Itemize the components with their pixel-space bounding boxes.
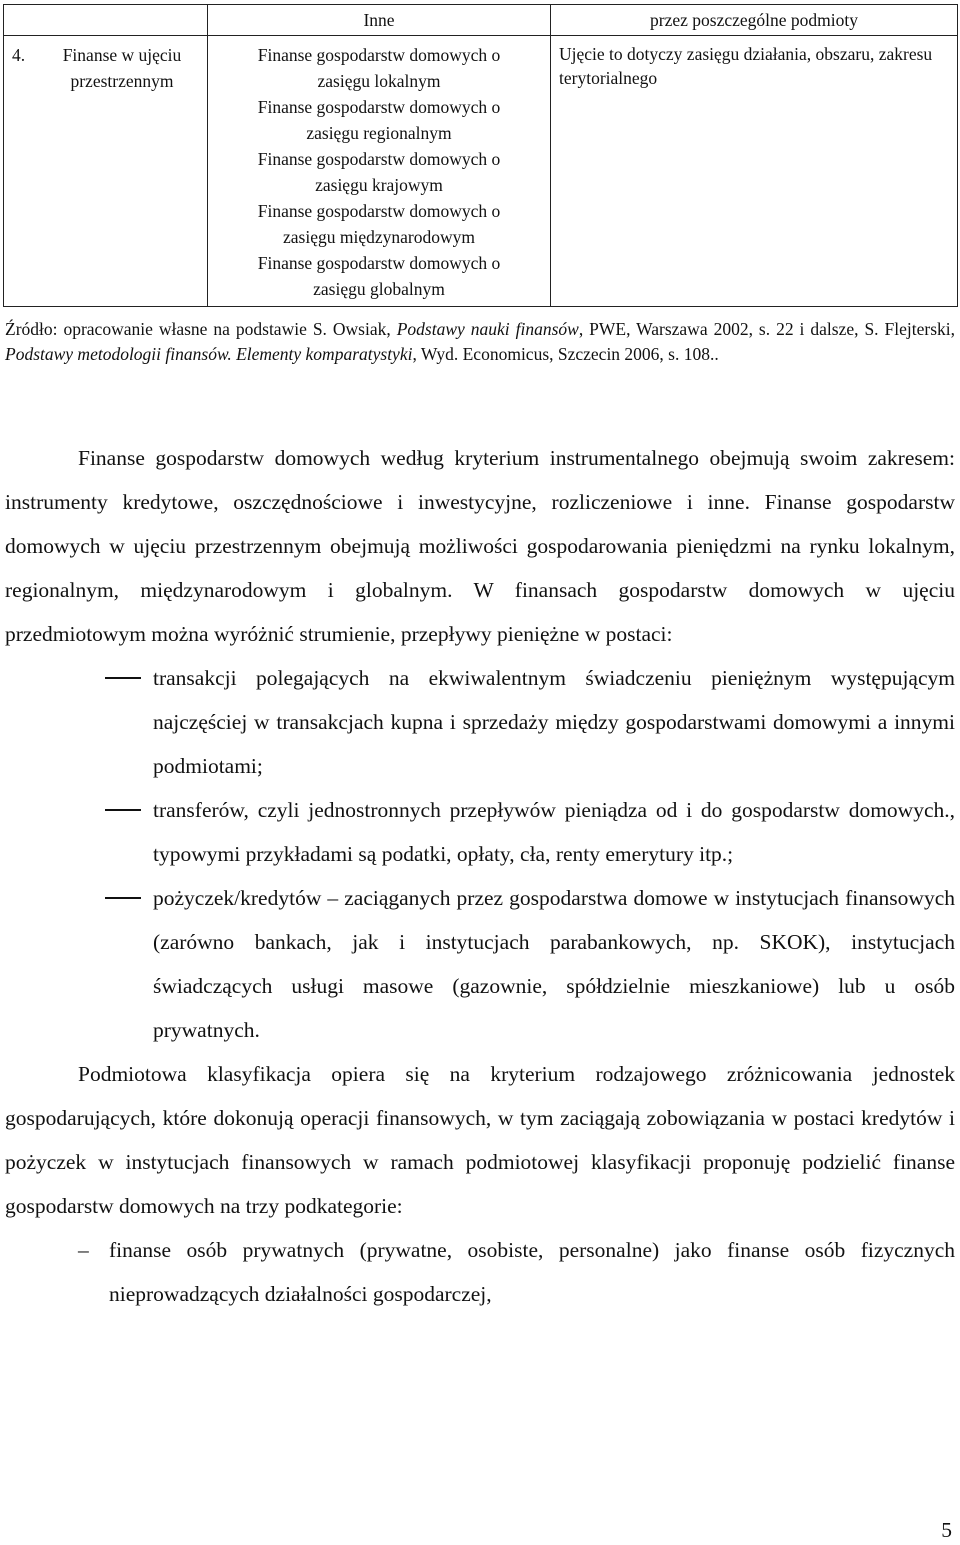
paragraph-1: Finanse gospodarstw domowych według kryterium instrumentalnego obejmują swoim zakresem: instrumenty kredytowe, oszczędnościowe i inwestycyjne, rozliczeniowe i inne. Finanse gospodarstw domowych w ujęciu przestrzennym obejmują możliwości gospodarowania pieniędzmi na rynku lokalnym, regionalnym, międzynarodowym i globalnym. W finansach gospodarstw domowych w ujęciu przedmiotowym można wyróżnić strumienie, przepływy pieniężne w postaci: [5,446,955,646]
bullet-item [5,876,955,1052]
table-row-przestrzenne [4,36,958,307]
paragraph-2: Podmiotowa klasyfikacja opiera się na kryterium rodzajowego zróżnicowania jednostek gospodarujących, które dokonują operacji finansowych, w tym zaciągają zobowiązania w postaci kredytów i pożyczek w instytucjach finansowych w ramach podmiotowej klasyfikacji proponuję podzielić finanse gospodarstw domowych na trzy podkategorie: [5,1062,955,1218]
bullet-text: transakcji polegających na ekwiwalentnym świadczeniu pieniężnym występującym najczęściej w transakcjach kupna i sprzedaży między gospodarstwami domowymi a innymi podmiotami; [153,666,955,778]
items-cell [208,36,551,307]
classification-table [3,4,958,307]
item-lokalny: Finanse gospodarstw domowych o zasięgu lokalnym [257,45,501,91]
category-cell [4,36,208,307]
sub-bullet-dash: – [78,1238,89,1262]
source-mid-1: , PWE, Warszawa 2002, s. 22 i dalsze, S. Flejterski, [578,319,956,339]
sub-bullet-item [5,1228,955,1316]
dash-icon [105,897,141,899]
item-miedzynarodowy: Finanse gospodarstw domowych o zasięgu międzynarodowym [257,201,501,247]
table-header-row [4,5,958,36]
body-text [5,436,955,1316]
bullet-item [5,788,955,876]
bullet-item [5,656,955,788]
source-title-2: Podstawy metodologii finansów. Elementy komparatystyki [5,344,413,364]
source-note [5,317,955,367]
category-line2: przestrzennym [70,71,174,91]
bullet-text: pożyczek/kredytów – zaciąganych przez gospodarstwa domowe w instytucjach finansowych (zarówno bankach, jak i instytucjach parabankowych, np. SKOK), instytucjach świadczących usługi masowe (gazownie, spółdzielnie mieszkaniowe) lub u osób prywatnych. [153,886,955,1042]
row-number: 4. [12,45,26,65]
page-number: 5 [941,1518,952,1542]
dash-icon [105,677,141,679]
item-globalny: Finanse gospodarstw domowych o zasięgu globalnym [257,253,501,299]
item-regionalny: Finanse gospodarstw domowych o zasięgu regionalnym [257,97,501,143]
item-krajowy: Finanse gospodarstw domowych o zasięgu krajowym [257,149,501,195]
category-label [47,42,197,94]
source-prefix: Źródło: opracowanie własne na podstawie S. Owsiak, [5,319,397,339]
sub-bullet-text: finanse osób prywatnych (prywatne, osobiste, personalne) jako finanse osób fizycznych nieprowadzących działalności gospodarczej, [109,1238,955,1306]
description-text: Ujęcie to dotyczy zasięgu działania, obszaru, zakresu terytorialnego [559,44,933,88]
header-cell-podmioty: przez poszczególne podmioty [551,5,958,36]
dash-icon [105,809,141,811]
description-cell [551,36,958,307]
header-empty-cell [4,5,208,36]
source-mid-2: , Wyd. Economicus, Szczecin 2006, s. 108.. [412,344,719,364]
bullet-text: transferów, czyli jednostronnych przepływów pieniądza od i do gospodarstw domowych., typowymi przykładami są podatki, opłaty, cła, renty emerytury itp.; [153,798,955,866]
source-title-1: Podstawy nauki finansów [396,319,579,339]
category-line1: Finanse w ujęciu [62,45,182,65]
header-cell-inne: Inne [208,5,551,36]
